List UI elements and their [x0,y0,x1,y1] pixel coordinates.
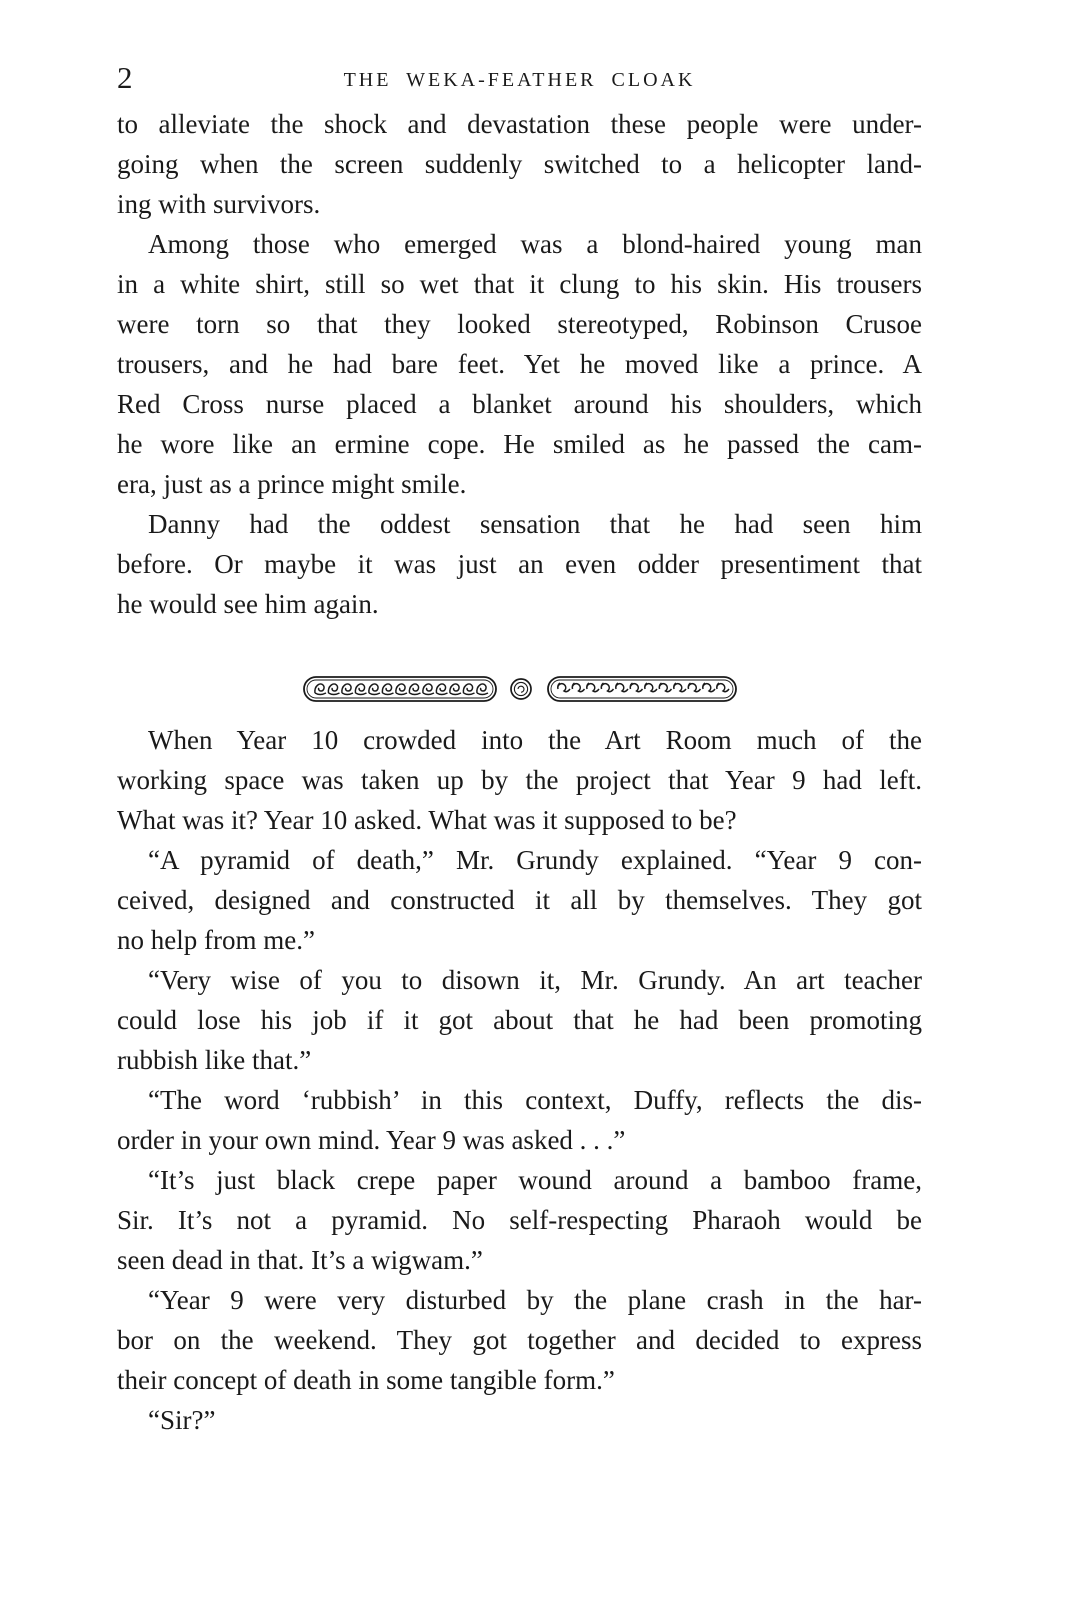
text-line: could lose his job if it got about that he had been promoting [117,1005,922,1035]
text-line: ing with survivors. [117,189,321,219]
text-line: “Very wise of you to disown it, Mr. Grundy. An art teacher [148,965,922,995]
text-line: “It’s just black crepe paper wound around a bamboo frame, [148,1165,922,1195]
text-line: bor on the weekend. They got together and decided to express [117,1325,922,1355]
text-line: to alleviate the shock and devastation these people were under- [117,109,922,139]
scroll-band-divider-icon [302,674,738,704]
right-scroll-band-ornament [548,677,736,701]
text-line: When Year 10 crowded into the Art Room much of the [148,725,922,755]
section-divider-ornament [117,674,922,704]
text-line: no help from me.” [117,925,315,955]
body-paragraph [117,104,922,224]
text-line: “Sir?” [148,1405,216,1435]
text-line: era, just as a prince might smile. [117,469,467,499]
body-paragraph [117,1080,922,1160]
text-section-2 [117,720,922,1440]
text-line: rubbish like that.” [117,1045,312,1075]
body-paragraph [117,224,922,504]
text-line: he wore like an ermine cope. He smiled as he passed the cam- [117,429,922,459]
text-line: order in your own mind. Year 9 was asked . . .” [117,1125,626,1155]
text-line: “The word ‘rubbish’ in this context, Duffy, reflects the dis- [148,1085,922,1115]
body-paragraph [117,1160,922,1280]
body-paragraph [117,504,922,624]
text-line: ceived, designed and constructed it all by themselves. They got [117,885,922,915]
text-line: What was it? Year 10 asked. What was it supposed to be? [117,805,737,835]
text-line: Danny had the oddest sensation that he had seen him [148,509,922,539]
left-scroll-band-ornament [304,677,496,701]
text-line: in a white shirt, still so wet that it clung to his skin. His trousers [117,269,922,299]
page-body [117,104,922,1440]
text-line: were torn so that they looked stereotyped, Robinson Crusoe [117,309,922,339]
text-line: seen dead in that. It’s a wigwam.” [117,1245,483,1275]
text-line: “A pyramid of death,” Mr. Grundy explained. “Year 9 con- [148,845,922,875]
center-medallion-ornament [511,679,531,699]
body-paragraph [117,840,922,960]
text-line: Sir. It’s not a pyramid. No self-respecting Pharaoh would be [117,1205,922,1235]
text-line: Among those who emerged was a blond-haired young man [148,229,922,259]
text-line: trousers, and he had bare feet. Yet he moved like a prince. A [117,349,922,379]
text-line: going when the screen suddenly switched to a helicopter land- [117,149,922,179]
text-line: working space was taken up by the project that Year 9 had left. [117,765,922,795]
text-section-1 [117,104,922,624]
body-paragraph [117,960,922,1080]
running-header-title: THE WEKA-FEATHER CLOAK [343,69,696,91]
page-number: 2 [117,60,133,95]
page-header [117,60,922,100]
text-line: Red Cross nurse placed a blanket around his shoulders, which [117,389,922,419]
body-paragraph [117,720,922,840]
text-line: their concept of death in some tangible form.” [117,1365,615,1395]
text-line: before. Or maybe it was just an even odder presentiment that [117,549,922,579]
text-line: he would see him again. [117,589,379,619]
body-paragraph [117,1400,922,1440]
text-line: “Year 9 were very disturbed by the plane crash in the har- [148,1285,922,1315]
body-paragraph [117,1280,922,1400]
